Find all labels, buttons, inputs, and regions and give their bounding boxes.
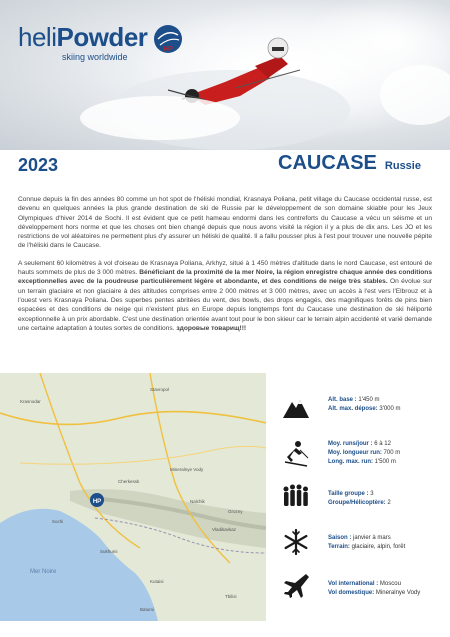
svg-text:Grozny: Grozny (228, 509, 243, 514)
flight-info: Vol international : Moscou Vol domestique: Mineralnye Vody (276, 568, 446, 608)
svg-text:Kutaisi: Kutaisi (150, 579, 164, 584)
altitude-info: Alt. base : 1'450 m Alt. max. dépose: 3'000 m (276, 390, 446, 430)
group-icon (282, 482, 310, 510)
svg-text:Cherkessk: Cherkessk (118, 479, 140, 484)
region-map[interactable] (0, 373, 266, 621)
snowflake-icon (282, 528, 310, 556)
skier-icon (282, 440, 310, 468)
hero-photo (0, 0, 450, 150)
brand-logo[interactable] (18, 22, 173, 62)
brand-badge-icon (154, 25, 182, 53)
map-illustration (0, 373, 266, 621)
svg-text:Vladikavkaz: Vladikavkaz (212, 527, 237, 532)
brand-name: heliPowder (18, 22, 148, 52)
group-info: Taille groupe : 3 Groupe/Hélicoptère: 2 (276, 480, 446, 520)
svg-text:Batumi: Batumi (140, 607, 155, 612)
svg-text:Sukhumi: Sukhumi (100, 549, 118, 554)
svg-text:Stavropol: Stavropol (150, 387, 170, 392)
country-label: Russie (384, 160, 421, 172)
paragraph-1: Connue depuis la fin des années 80 comme un hot spot de l'héliski mondial, Krasnaya Poliana, petit village du Caucase occidental russe, est devenu en quelques années la plus grande destination de ski de Russie par le développement de son domaine skiable pour les Jeux Olympiques d'hiver 2014 de Sochi. Il est évident que ce petit hameau endormi dans les contreforts du Caucase a vécu un séisme et un développement hors norme et que les choses ont bien changé depuis que nous avons visité la région il y a plus de dix ans. Les JO et les restrictions de vol aléatoires ne permettent plus d'y assurer un héliski de qualité. Il a fallu pousser plus à l'est pour trouver une nouvelle pépite de l'héliski dans le Caucase. (18, 196, 432, 250)
airplane-icon (282, 572, 310, 600)
mountain-icon (282, 394, 310, 422)
svg-text:Sochi: Sochi (52, 519, 64, 524)
svg-text:HP: HP (92, 499, 102, 505)
svg-text:Nalchik: Nalchik (190, 499, 205, 504)
description-text (18, 195, 432, 341)
page-title (278, 152, 421, 175)
svg-text:Tbilisi: Tbilisi (225, 594, 237, 599)
svg-text:Krasnodar: Krasnodar (20, 399, 41, 404)
brand-tagline: skiing worldwide (62, 52, 128, 62)
svg-text:HP: HP (163, 46, 173, 53)
runs-info: Moy. runs/jour : 6 à 12 Moy. longueur run: 700 m Long. max. run: 1'500 m (276, 434, 446, 474)
season-info: Saison : janvier à mars Terrain: glaciaire, alpin, forêt (276, 524, 446, 564)
year-label: 2023 (18, 155, 59, 175)
paragraph-2: A seulement 60 kilomètres à vol d'oiseau de Krasnaya Poliana, Arkhyz, situé à 1 450 mètres d'altitude dans le nord Caucase, est entouré de hauts sommets de plus de 3 000 mètres. Bénéficiant de la proximité de la mer Noire, la région enregistre chaque année des conditions exceptionnelles avec de la poudreuse particulièrement légère et abondante, et des conditions de neige très stables. On évolue sur un terrain glaciaire et non glaciaire à des altitudes comprises entre 2 000 mètres et 3 000 mètres, avec un accès à l'est vers l'Elbrouz et à l'ouest vers Krasnaya Poliana. Des superbes pentes abritées du vent, des bowls, des drops engagés, des magnifiques forêts de pins bien espacées et des conditions de neige qui n'existent plus en Europe depuis longtemps font du Caucase une destination de ski héliporté exceptionnelle à un prix abordable. C'est une destination orientée avant tout pour le bon skieur car le terrain alpin accidenté et varié demande une certaine adaptation à toutes sortes de conditions. здоровые товарищ!!! (18, 259, 433, 332)
svg-text:Mineralnye Vody: Mineralnye Vody (170, 467, 204, 472)
svg-text:Mer Noire: Mer Noire (30, 569, 57, 575)
location-marker-icon (90, 493, 104, 507)
destination-title: CAUCASE (278, 152, 377, 174)
